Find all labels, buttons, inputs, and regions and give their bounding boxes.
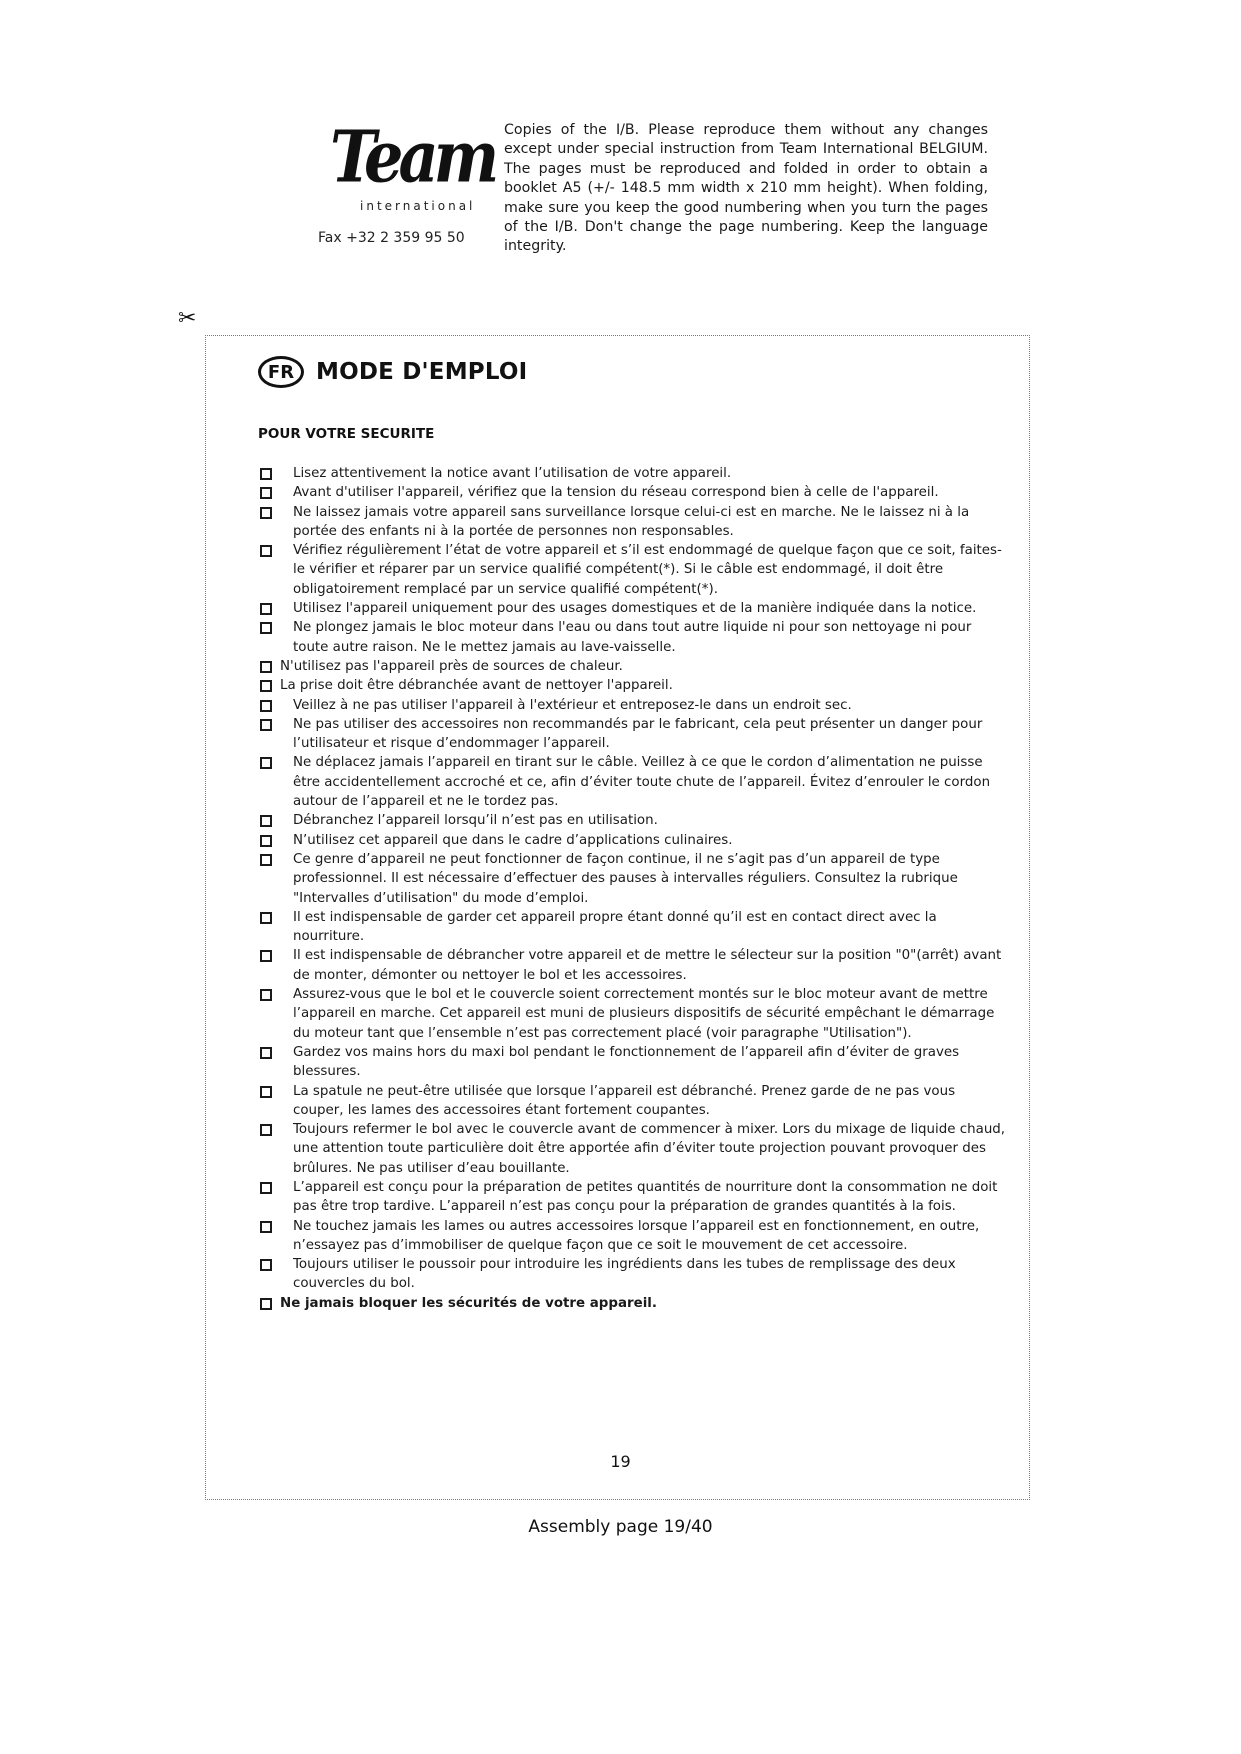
- list-item-text: Ne déplacez jamais l’appareil en tirant sur le câble. Veillez à ce que le cordon d’alimentation ne puisse être accidentellement accroché et ce, afin d’éviter toute chute de l’appareil. Évitez d’enrouler le cordon autour de l’appareil et ne le tordez pas.: [293, 755, 991, 810]
- list-item: [258, 1043, 1008, 1082]
- checkbox-icon: [260, 507, 272, 519]
- list-item: [258, 483, 1008, 502]
- list-item-text: Ne jamais bloquer les sécurités de votre appareil.: [280, 1295, 657, 1311]
- list-item-text: Ne touchez jamais les lames ou autres accessoires lorsque l’appareil est en fonctionnement, en outre, n’essayez pas d’immobiliser de quelque façon que ce soit le mouvement de cet accessoire.: [293, 1218, 980, 1253]
- list-item: [258, 831, 1008, 850]
- safety-list: [258, 464, 1008, 1313]
- list-item-text: Ne laissez jamais votre appareil sans surveillance lorsque celui-ci est en marche. Ne le laissez ni à la portée des enfants ni à la portée de personnes non responsables.: [293, 504, 970, 539]
- checkbox-icon: [260, 1298, 272, 1310]
- list-item-text: Lisez attentivement la notice avant l’utilisation de votre appareil.: [293, 466, 732, 481]
- checkbox-icon: [260, 1182, 272, 1194]
- checkbox-icon: [260, 815, 272, 827]
- list-item: [258, 696, 1008, 715]
- checkbox-icon: [260, 680, 272, 692]
- list-item-text: Ce genre d’appareil ne peut fonctionner de façon continue, il ne s’agit pas d’un appareil de type professionnel. Il est nécessaire d’effectuer des pauses à intervalles réguliers. Consultez la rubrique "Intervalles d’utilisation" du mode d’emploi.: [293, 851, 958, 906]
- list-item: [258, 811, 1008, 830]
- list-item: [258, 1255, 1008, 1294]
- list-item-text: Il est indispensable de garder cet appareil propre étant donné qu’il est en contact direct avec la nourriture.: [293, 909, 937, 945]
- fax-number: Fax +32 2 359 95 50: [318, 230, 465, 246]
- list-item: [258, 503, 1008, 542]
- reproduction-instructions: Copies of the I/B. Please reproduce them without any changes except under special instruction from Team International BELGIUM. The pages must be reproduced and folded in order to obtain a booklet A5 (+/- 148.5 mm width x 210 mm height). When folding, make sure you keep the good numbering when you turn the pages of the I/B. Don't change the page numbering. Keep the language integrity.: [504, 122, 988, 255]
- list-item: [258, 541, 1008, 599]
- checkbox-icon: [260, 1259, 272, 1271]
- checkbox-icon: [260, 603, 272, 615]
- checkbox-icon: [260, 1047, 272, 1059]
- list-item-text: Utilisez l'appareil uniquement pour des usages domestiques et de la manière indiquée dans la notice.: [293, 601, 977, 617]
- checkbox-icon: [260, 700, 272, 712]
- manual-title: [258, 352, 527, 392]
- list-item-text: N'utilisez pas l'appareil près de sources de chaleur.: [280, 658, 623, 674]
- checkbox-icon: [260, 1086, 272, 1098]
- checkbox-icon: [260, 854, 272, 866]
- list-item: [258, 464, 1008, 483]
- checkbox-icon: [260, 950, 272, 962]
- list-item: [258, 676, 1008, 695]
- list-item-text: Veillez à ne pas utiliser l'appareil à l'extérieur et entreposez-le dans un endroit sec.: [293, 697, 852, 713]
- checkbox-icon: [260, 622, 272, 634]
- list-item-text: La spatule ne peut-être utilisée que lorsque l’appareil est débranché. Prenez garde de ne pas vous couper, les lames des accessoires étant fortement coupantes.: [293, 1083, 956, 1118]
- list-item-text: Gardez vos mains hors du maxi bol pendant le fonctionnement de l’appareil afin d’éviter de graves blessures.: [293, 1044, 960, 1080]
- checkbox-icon: [260, 487, 272, 499]
- list-item-text: Vérifiez régulièrement l’état de votre appareil et s’il est endommagé de quelque façon que ce soit, faites-le vérifier et réparer par un service qualifié compétent(*). Si le câble est endommagé, il doit être obligatoirement remplacé par un service qualifié compétent(*).: [293, 543, 1002, 597]
- list-item: [258, 1082, 1008, 1121]
- logo-subtitle: international: [360, 199, 476, 213]
- checkbox-icon: [260, 1124, 272, 1136]
- checkbox-icon: [260, 989, 272, 1001]
- list-item: [258, 1178, 1008, 1217]
- list-item: [258, 985, 1008, 1043]
- list-item: [258, 599, 1008, 618]
- list-item: [258, 1294, 1008, 1313]
- list-item: [258, 908, 1008, 947]
- scissors-icon: ✂: [178, 306, 197, 331]
- list-item-text: La prise doit être débranchée avant de nettoyer l'appareil.: [280, 678, 673, 694]
- logo-wordmark: Team: [330, 115, 495, 199]
- language-badge: FR: [258, 356, 304, 388]
- page-number: 19: [610, 1452, 631, 1471]
- list-item: [258, 618, 1008, 657]
- checkbox-icon: [260, 912, 272, 924]
- checkbox-icon: [260, 757, 272, 769]
- checkbox-icon: [260, 1221, 272, 1233]
- list-item-text: Ne pas utiliser des accessoires non recommandés par le fabricant, cela peut présenter un danger pour l’utilisateur et risque d’endommager l’appareil.: [293, 716, 983, 752]
- checkbox-icon: [260, 545, 272, 557]
- list-item-text: L’appareil est conçu pour la préparation de petites quantités de nourriture dont la consommation ne doit pas être trop tardive. L’appareil n’est pas conçu pour la préparation de grandes quantités à la fois.: [293, 1179, 998, 1215]
- list-item-text: Débranchez l’appareil lorsqu’il n’est pas en utilisation.: [293, 813, 658, 829]
- list-item-text: Toujours refermer le bol avec le couvercle avant de commencer à mixer. Lors du mixage de liquide chaud, une attention toute particulière doit être apportée afin d’éviter toute projection pouvant provoquer des brûlures. Ne pas utiliser d’eau bouillante.: [293, 1122, 1006, 1176]
- list-item: [258, 1217, 1008, 1256]
- list-item: [258, 946, 1008, 985]
- checkbox-icon: [260, 835, 272, 847]
- list-item-text: N’utilisez cet appareil que dans le cadre d’applications culinaires.: [293, 832, 733, 848]
- section-heading: POUR VOTRE SECURITE: [258, 426, 435, 442]
- checkbox-icon: [260, 468, 272, 480]
- list-item: [258, 850, 1008, 908]
- checkbox-icon: [260, 719, 272, 731]
- list-item: [258, 715, 1008, 754]
- list-item: [258, 1120, 1008, 1178]
- list-item-text: Toujours utiliser le poussoir pour introduire les ingrédients dans les tubes de remplissage des deux couvercles du bol.: [293, 1257, 956, 1292]
- list-item-text: Il est indispensable de débrancher votre appareil et de mettre le sélecteur sur la position "0"(arrêt) avant de monter, démonter ou nettoyer le bol et les accessoires.: [293, 948, 1002, 983]
- checkbox-icon: [260, 661, 272, 673]
- list-item-text: Ne plongez jamais le bloc moteur dans l'eau ou dans tout autre liquide ni pour son nettoyage ni pour toute autre raison. Ne le mettez jamais au lave-vaisselle.: [293, 620, 972, 655]
- list-item-text: Assurez-vous que le bol et le couvercle soient correctement montés sur le bloc moteur avant de mettre l’appareil en marche. Cet appareil est muni de plusieurs dispositifs de sécurité empêchant le démarrage du moteur tant que l’ensemble n’est pas correctement placé (voir paragraphe "Utilisation").: [293, 987, 995, 1041]
- page-title: MODE D'EMPLOI: [316, 359, 528, 385]
- list-item: [258, 657, 1008, 676]
- list-item-text: Avant d'utiliser l'appareil, vérifiez que la tension du réseau correspond bien à celle de l'appareil.: [293, 485, 939, 501]
- assembly-page-label: Assembly page 19/40: [528, 1517, 713, 1537]
- list-item: [258, 753, 1008, 811]
